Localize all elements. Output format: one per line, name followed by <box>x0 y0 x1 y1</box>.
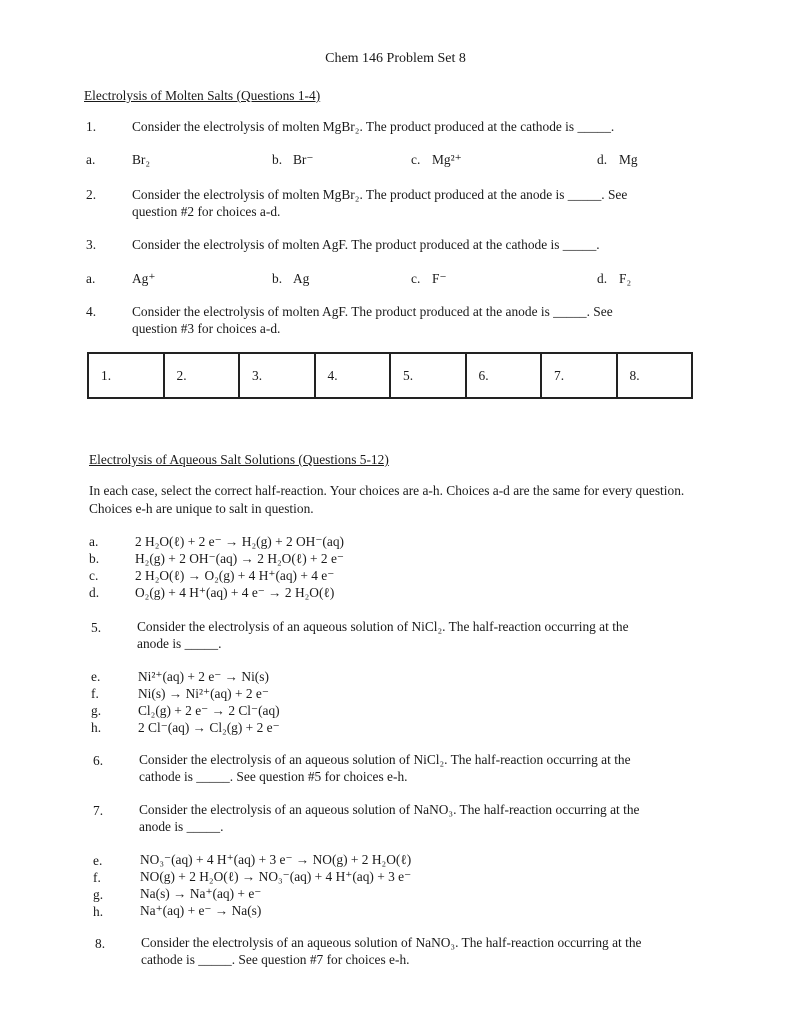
question-text: Consider the electrolysis of molten AgF. The product produced at the anode is _____. See <box>132 304 613 319</box>
half-reaction: Ni²⁺(aq) + 2 e⁻ → Ni(s) <box>138 669 269 684</box>
half-reaction: Cl₂(g) + 2 e⁻ → 2 Cl⁻(aq) <box>138 703 280 718</box>
choice-label: a. <box>86 152 96 167</box>
half-reaction: O₂(g) + 4 H⁺(aq) + 4 e⁻ → 2 H₂O(ℓ) <box>135 585 335 600</box>
half-reaction: Ni(s) → Ni²⁺(aq) + 2 e⁻ <box>138 686 269 701</box>
half-reaction: Na⁺(aq) + e⁻ → Na(s) <box>140 903 262 918</box>
choice-text: Br⁻ <box>293 152 314 167</box>
half-reaction: NO(g) + 2 H₂O(ℓ) → NO₃⁻(aq) + 4 H⁺(aq) + 3 e⁻ <box>140 869 412 884</box>
choice-text: Br₂ <box>132 152 151 167</box>
half-reaction: 2 Cl⁻(aq) → Cl₂(g) + 2 e⁻ <box>138 720 280 735</box>
choice-label: a. <box>86 271 96 286</box>
choice-label: h. <box>93 904 104 919</box>
choice-text: F₂ <box>619 271 632 286</box>
choice-label: b. <box>272 271 283 286</box>
question-text-line2: cathode is _____. See question #7 for choices e-h. <box>141 952 410 967</box>
choice-text: Ag <box>293 271 310 286</box>
question-text: Consider the electrolysis of molten MgBr₂. The product produced at the cathode is _____. <box>132 119 615 134</box>
choice-label: e. <box>91 669 101 684</box>
answer-box-1[interactable]: 1. <box>88 353 164 398</box>
choice-label: g. <box>91 703 102 718</box>
half-reaction: NO₃⁻(aq) + 4 H⁺(aq) + 3 e⁻ → NO(g) + 2 H₂O(ℓ) <box>140 852 412 867</box>
choice-label: f. <box>91 686 99 701</box>
half-reaction: 2 H₂O(ℓ) → O₂(g) + 4 H⁺(aq) + 4 e⁻ <box>135 568 335 583</box>
choice-label: f. <box>93 870 101 885</box>
question-text: Consider the electrolysis of an aqueous solution of NiCl₂. The half-reaction occurring at the <box>137 619 629 634</box>
choice-label: g. <box>93 887 104 902</box>
choice-text: Mg <box>619 152 638 167</box>
choice-label: d. <box>597 152 608 167</box>
section-heading-aqueous: Electrolysis of Aqueous Salt Solutions (Questions 5-12) <box>89 452 389 467</box>
question-number: 4. <box>86 304 97 319</box>
question-number: 3. <box>86 237 97 252</box>
question-text-line2: question #2 for choices a-d. <box>132 204 281 219</box>
answer-box-6[interactable]: 6. <box>466 353 542 398</box>
half-reaction: 2 H₂O(ℓ) + 2 e⁻ → H₂(g) + 2 OH⁻(aq) <box>135 534 344 549</box>
question-number: 1. <box>86 119 97 134</box>
question-text-line2: anode is _____. <box>139 819 224 834</box>
question-number: 7. <box>93 803 104 818</box>
choice-label: d. <box>89 585 100 600</box>
question-text: Consider the electrolysis of molten MgBr₂. The product produced at the anode is _____. See <box>132 187 628 202</box>
question-text: Consider the electrolysis of an aqueous solution of NaNO₃. The half-reaction occurring at the <box>141 935 642 950</box>
choice-label: c. <box>89 568 99 583</box>
half-reaction: Na(s) → Na⁺(aq) + e⁻ <box>140 886 262 901</box>
question-text: Consider the electrolysis of molten AgF. The product produced at the cathode is _____. <box>132 237 600 252</box>
question-text-line2: question #3 for choices a-d. <box>132 321 281 336</box>
page-title: Chem 146 Problem Set 8 <box>325 51 466 66</box>
answer-box-table <box>87 352 693 399</box>
choice-label: b. <box>272 152 283 167</box>
instructions-paragraph: In each case, select the correct half-reaction. Your choices are a-h. Choices a-d are the same for every question. Choices e-h are unique to salt in question. <box>89 483 685 516</box>
question-number: 5. <box>91 620 102 635</box>
choice-label: h. <box>91 720 102 735</box>
answer-box-5[interactable]: 5. <box>390 353 466 398</box>
question-number: 8. <box>95 936 106 951</box>
choice-text: F⁻ <box>432 271 447 286</box>
choice-text: Ag⁺ <box>132 271 156 286</box>
question-text-line2: anode is _____. <box>137 636 222 651</box>
answer-box-7[interactable]: 7. <box>541 353 617 398</box>
answer-box-4[interactable]: 4. <box>315 353 391 398</box>
question-number: 6. <box>93 753 104 768</box>
choice-label: d. <box>597 271 608 286</box>
answer-box-8[interactable]: 8. <box>617 353 693 398</box>
choice-label: c. <box>411 271 421 286</box>
half-reaction: H₂(g) + 2 OH⁻(aq) → 2 H₂O(ℓ) + 2 e⁻ <box>135 551 344 566</box>
choice-label: a. <box>89 534 99 549</box>
section-heading-molten: Electrolysis of Molten Salts (Questions 1-4) <box>84 88 321 103</box>
question-text-line2: cathode is _____. See question #5 for choices e-h. <box>139 769 408 784</box>
answer-box-3[interactable]: 3. <box>239 353 315 398</box>
choice-label: c. <box>411 152 421 167</box>
choice-text: Mg²⁺ <box>432 152 462 167</box>
question-text: Consider the electrolysis of an aqueous solution of NaNO₃. The half-reaction occurring at the <box>139 802 640 817</box>
choice-label: b. <box>89 551 100 566</box>
answer-box-2[interactable]: 2. <box>164 353 240 398</box>
choice-label: e. <box>93 853 103 868</box>
question-number: 2. <box>86 187 97 202</box>
question-text: Consider the electrolysis of an aqueous solution of NiCl₂. The half-reaction occurring at the <box>139 752 631 767</box>
